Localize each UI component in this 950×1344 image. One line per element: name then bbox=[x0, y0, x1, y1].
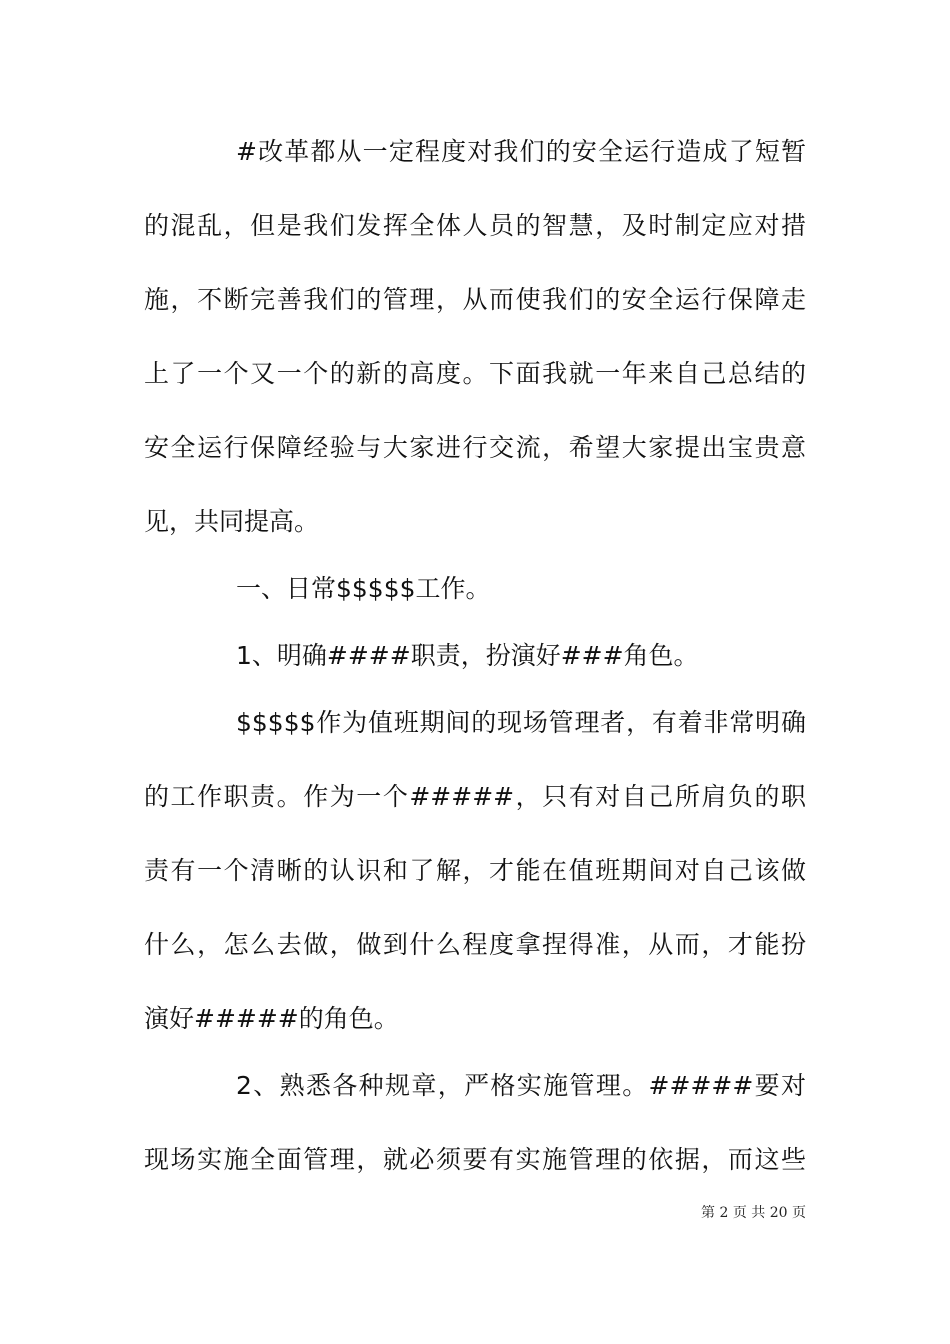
section-heading: 一、日常$$$$$工作。 bbox=[236, 574, 491, 603]
paragraph-line: #改革都从一定程度对我们的安全运行造成了短暂 bbox=[236, 137, 806, 166]
paragraph-line: $$$$$作为值班期间的现场管理者，有着非常明确 bbox=[236, 708, 806, 737]
paragraph-line: 2、熟悉各种规章，严格实施管理。#####要对 bbox=[236, 1071, 806, 1100]
paragraph-line: 上了一个又一个的新的高度。下面我就一年来自己总结的 bbox=[144, 359, 806, 388]
paragraph-line: 演好#####的角色。 bbox=[144, 1004, 399, 1033]
paragraph-line: 什么，怎么去做，做到什么程度拿捏得准，从而，才能扮 bbox=[144, 930, 806, 959]
paragraph-line: 安全运行保障经验与大家进行交流，希望大家提出宝贵意 bbox=[144, 433, 806, 462]
paragraph-line: 现场实施全面管理，就必须要有实施管理的依据，而这些 bbox=[144, 1145, 806, 1174]
paragraph-line: 施，不断完善我们的管理，从而使我们的安全运行保障走 bbox=[144, 285, 806, 314]
paragraph-line: 责有一个清晰的认识和了解，才能在值班期间对自己该做 bbox=[144, 856, 806, 885]
subsection-heading: 1、明确####职责，扮演好###角色。 bbox=[236, 641, 699, 670]
paragraph-line: 的工作职责。作为一个#####，只有对自己所肩负的职 bbox=[144, 782, 806, 811]
paragraph-line: 见，共同提高。 bbox=[144, 507, 320, 536]
paragraph-line: 的混乱，但是我们发挥全体人员的智慧，及时制定应对措 bbox=[144, 211, 806, 240]
page-number: 第 2 页 共 20 页 bbox=[701, 1205, 806, 1221]
